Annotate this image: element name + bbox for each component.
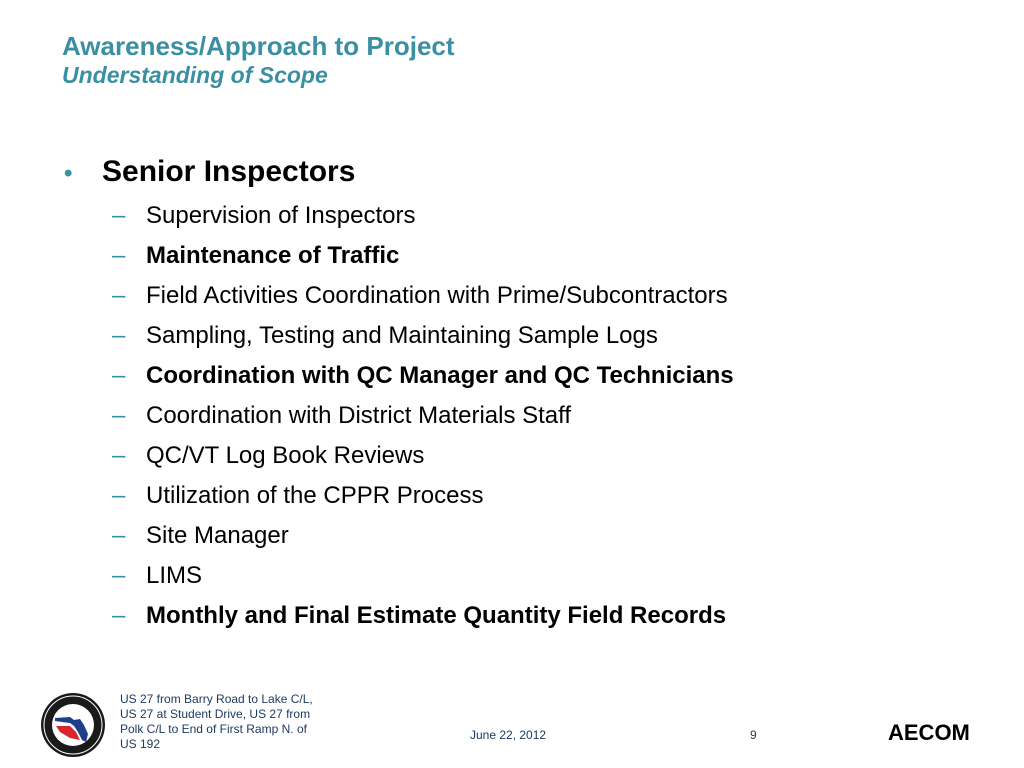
list-item bbox=[62, 556, 962, 596]
dash-icon: – bbox=[112, 362, 126, 389]
main-bullet-text: Senior Inspectors bbox=[102, 155, 356, 188]
content-area bbox=[62, 152, 962, 636]
main-bullet bbox=[62, 152, 962, 194]
sub-bullet-list bbox=[62, 196, 962, 636]
footer bbox=[0, 680, 1024, 768]
dash-icon: – bbox=[112, 442, 126, 469]
slide-subtitle: Understanding of Scope bbox=[62, 62, 328, 88]
list-item bbox=[62, 516, 962, 556]
dash-icon: – bbox=[112, 242, 126, 269]
list-item-text: Coordination with District Materials Staff bbox=[146, 402, 572, 429]
list-item-text: Field Activities Coordination with Prime/Subcontractors bbox=[146, 282, 728, 309]
list-item-text: Monthly and Final Estimate Quantity Field Records bbox=[146, 602, 727, 629]
page-number: 9 bbox=[750, 728, 757, 742]
list-item-text: Sampling, Testing and Maintaining Sample Logs bbox=[146, 322, 658, 349]
slide-title: Awareness/Approach to Project bbox=[62, 31, 455, 61]
list-item bbox=[62, 356, 962, 396]
dash-icon: – bbox=[112, 602, 126, 629]
project-line: Polk C/L to End of First Ramp N. of bbox=[120, 722, 307, 736]
footer-date: June 22, 2012 bbox=[470, 728, 547, 742]
project-line: US 192 bbox=[120, 737, 161, 751]
list-item-text: Site Manager bbox=[146, 522, 289, 549]
list-item-text: Utilization of the CPPR Process bbox=[146, 482, 484, 509]
dash-icon: – bbox=[112, 522, 126, 549]
list-item bbox=[62, 316, 962, 356]
list-item bbox=[62, 596, 962, 636]
project-line: US 27 at Student Drive, US 27 from bbox=[120, 707, 311, 721]
project-line: US 27 from Barry Road to Lake C/L, bbox=[120, 692, 313, 706]
title-block bbox=[62, 30, 455, 88]
aecom-logo: AECOM bbox=[888, 720, 970, 745]
bullet-icon: • bbox=[64, 160, 73, 187]
list-item-text: Coordination with QC Manager and QC Technicians bbox=[146, 362, 734, 389]
list-item bbox=[62, 196, 962, 236]
dash-icon: – bbox=[112, 402, 126, 429]
list-item-text: LIMS bbox=[146, 562, 203, 589]
list-item bbox=[62, 276, 962, 316]
dash-icon: – bbox=[112, 322, 126, 349]
list-item-text: QC/VT Log Book Reviews bbox=[146, 442, 425, 469]
list-item-text: Supervision of Inspectors bbox=[146, 202, 416, 229]
dash-icon: – bbox=[112, 482, 126, 509]
dash-icon: – bbox=[112, 202, 126, 229]
list-item bbox=[62, 236, 962, 276]
project-description bbox=[120, 692, 340, 752]
list-item bbox=[62, 436, 962, 476]
fdot-seal-icon bbox=[40, 692, 106, 758]
list-item-text: Maintenance of Traffic bbox=[146, 242, 400, 269]
dash-icon: – bbox=[112, 562, 126, 589]
dash-icon: – bbox=[112, 282, 126, 309]
list-item bbox=[62, 476, 962, 516]
list-item bbox=[62, 396, 962, 436]
